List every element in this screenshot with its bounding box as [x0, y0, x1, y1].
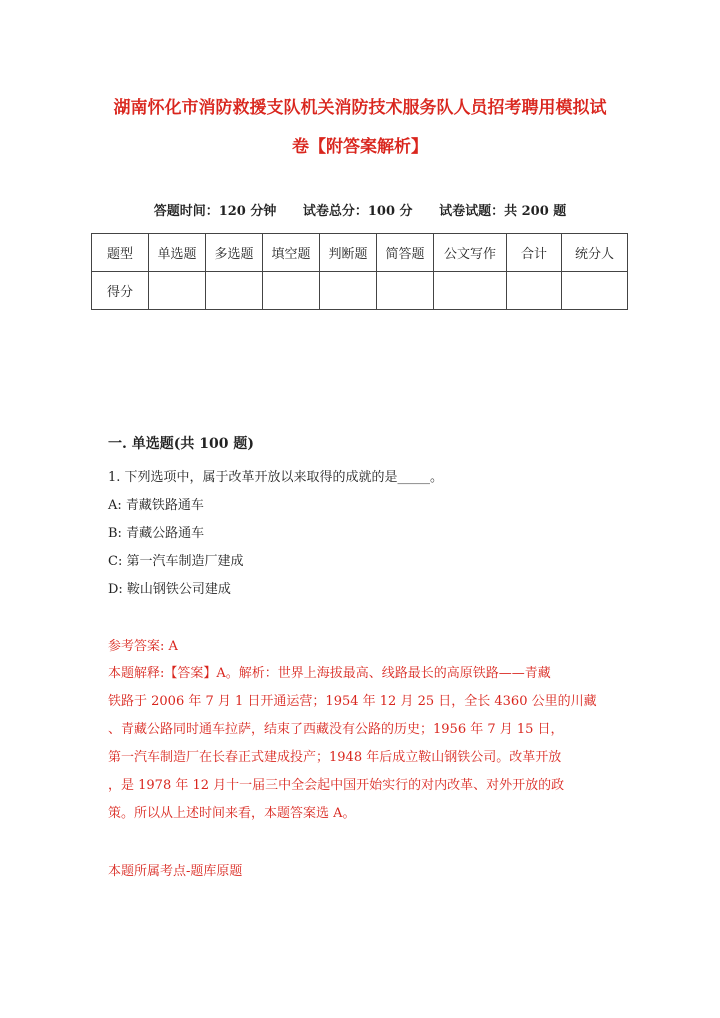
score-table: [91, 233, 628, 310]
header-cell: 题型: [92, 234, 149, 272]
explanation-line: 第一汽车制造厂在长春正式建成投产；1948 年后成立鞍山钢铁公司。改革开放: [108, 750, 562, 765]
explanation-line: 、青藏公路同时通车拉萨，结束了西藏没有公路的历史；1956 年 7 月 15 日，: [108, 722, 564, 737]
score-cell: [377, 272, 434, 310]
option-a: A: 青藏铁路通车: [108, 498, 204, 513]
explanation-line: ，是 1978 年 12 月十一届三中全会起中国开始实行的对内改革、对外开放的政: [108, 778, 565, 793]
reference-answer: 参考答案: A: [108, 639, 178, 654]
exam-meta: [0, 200, 720, 219]
explanation-line: 本题解释:【答案】A。解析：世界上海拔最高、线路最长的高原铁路——青藏: [108, 666, 551, 681]
score-cell: [320, 272, 377, 310]
header-cell: 单选题: [149, 234, 206, 272]
score-cell: [434, 272, 507, 310]
score-table-score-row: [92, 272, 628, 310]
header-cell: 合计: [507, 234, 562, 272]
exam-question-count: 试卷试题：共 200 题: [439, 204, 567, 219]
score-cell: [263, 272, 320, 310]
header-cell: 简答题: [377, 234, 434, 272]
option-b: B: 青藏公路通车: [108, 526, 205, 541]
header-cell: 多选题: [206, 234, 263, 272]
score-table-header-row: [92, 234, 628, 272]
header-cell: 填空题: [263, 234, 320, 272]
score-cell: [206, 272, 263, 310]
explanation-line: 铁路于 2006 年 7 月 1 日开通运营；1954 年 12 月 25 日，全长 4360 公里的川藏: [108, 694, 597, 709]
score-cell: [507, 272, 562, 310]
header-cell: 判断题: [320, 234, 377, 272]
question-source: 本题所属考点-题库原题: [108, 864, 243, 879]
header-cell: 公文写作: [434, 234, 507, 272]
explanation-line: 策。所以从上述时间来看，本题答案选 A。: [108, 806, 356, 821]
score-cell: [562, 272, 628, 310]
option-d: D: 鞍山钢铁公司建成: [108, 582, 231, 597]
score-cell: [149, 272, 206, 310]
section-heading: 一. 单选题(共 100 题): [108, 436, 254, 452]
document-title-line-2: 卷【附答案解析】: [292, 137, 428, 157]
header-cell: 统分人: [562, 234, 628, 272]
question-stem: 1. 下列选项中，属于改革开放以来取得的成就的是_____。: [108, 470, 444, 485]
exam-total-score: 试卷总分：100 分: [302, 204, 413, 219]
exam-time: 答题时间：120 分钟: [153, 204, 277, 219]
row-label-cell: 得分: [92, 272, 149, 310]
document-title-line-1: 湖南怀化市消防救援支队机关消防技术服务队人员招考聘用模拟试: [113, 98, 607, 118]
option-c: C: 第一汽车制造厂建成: [108, 554, 244, 569]
